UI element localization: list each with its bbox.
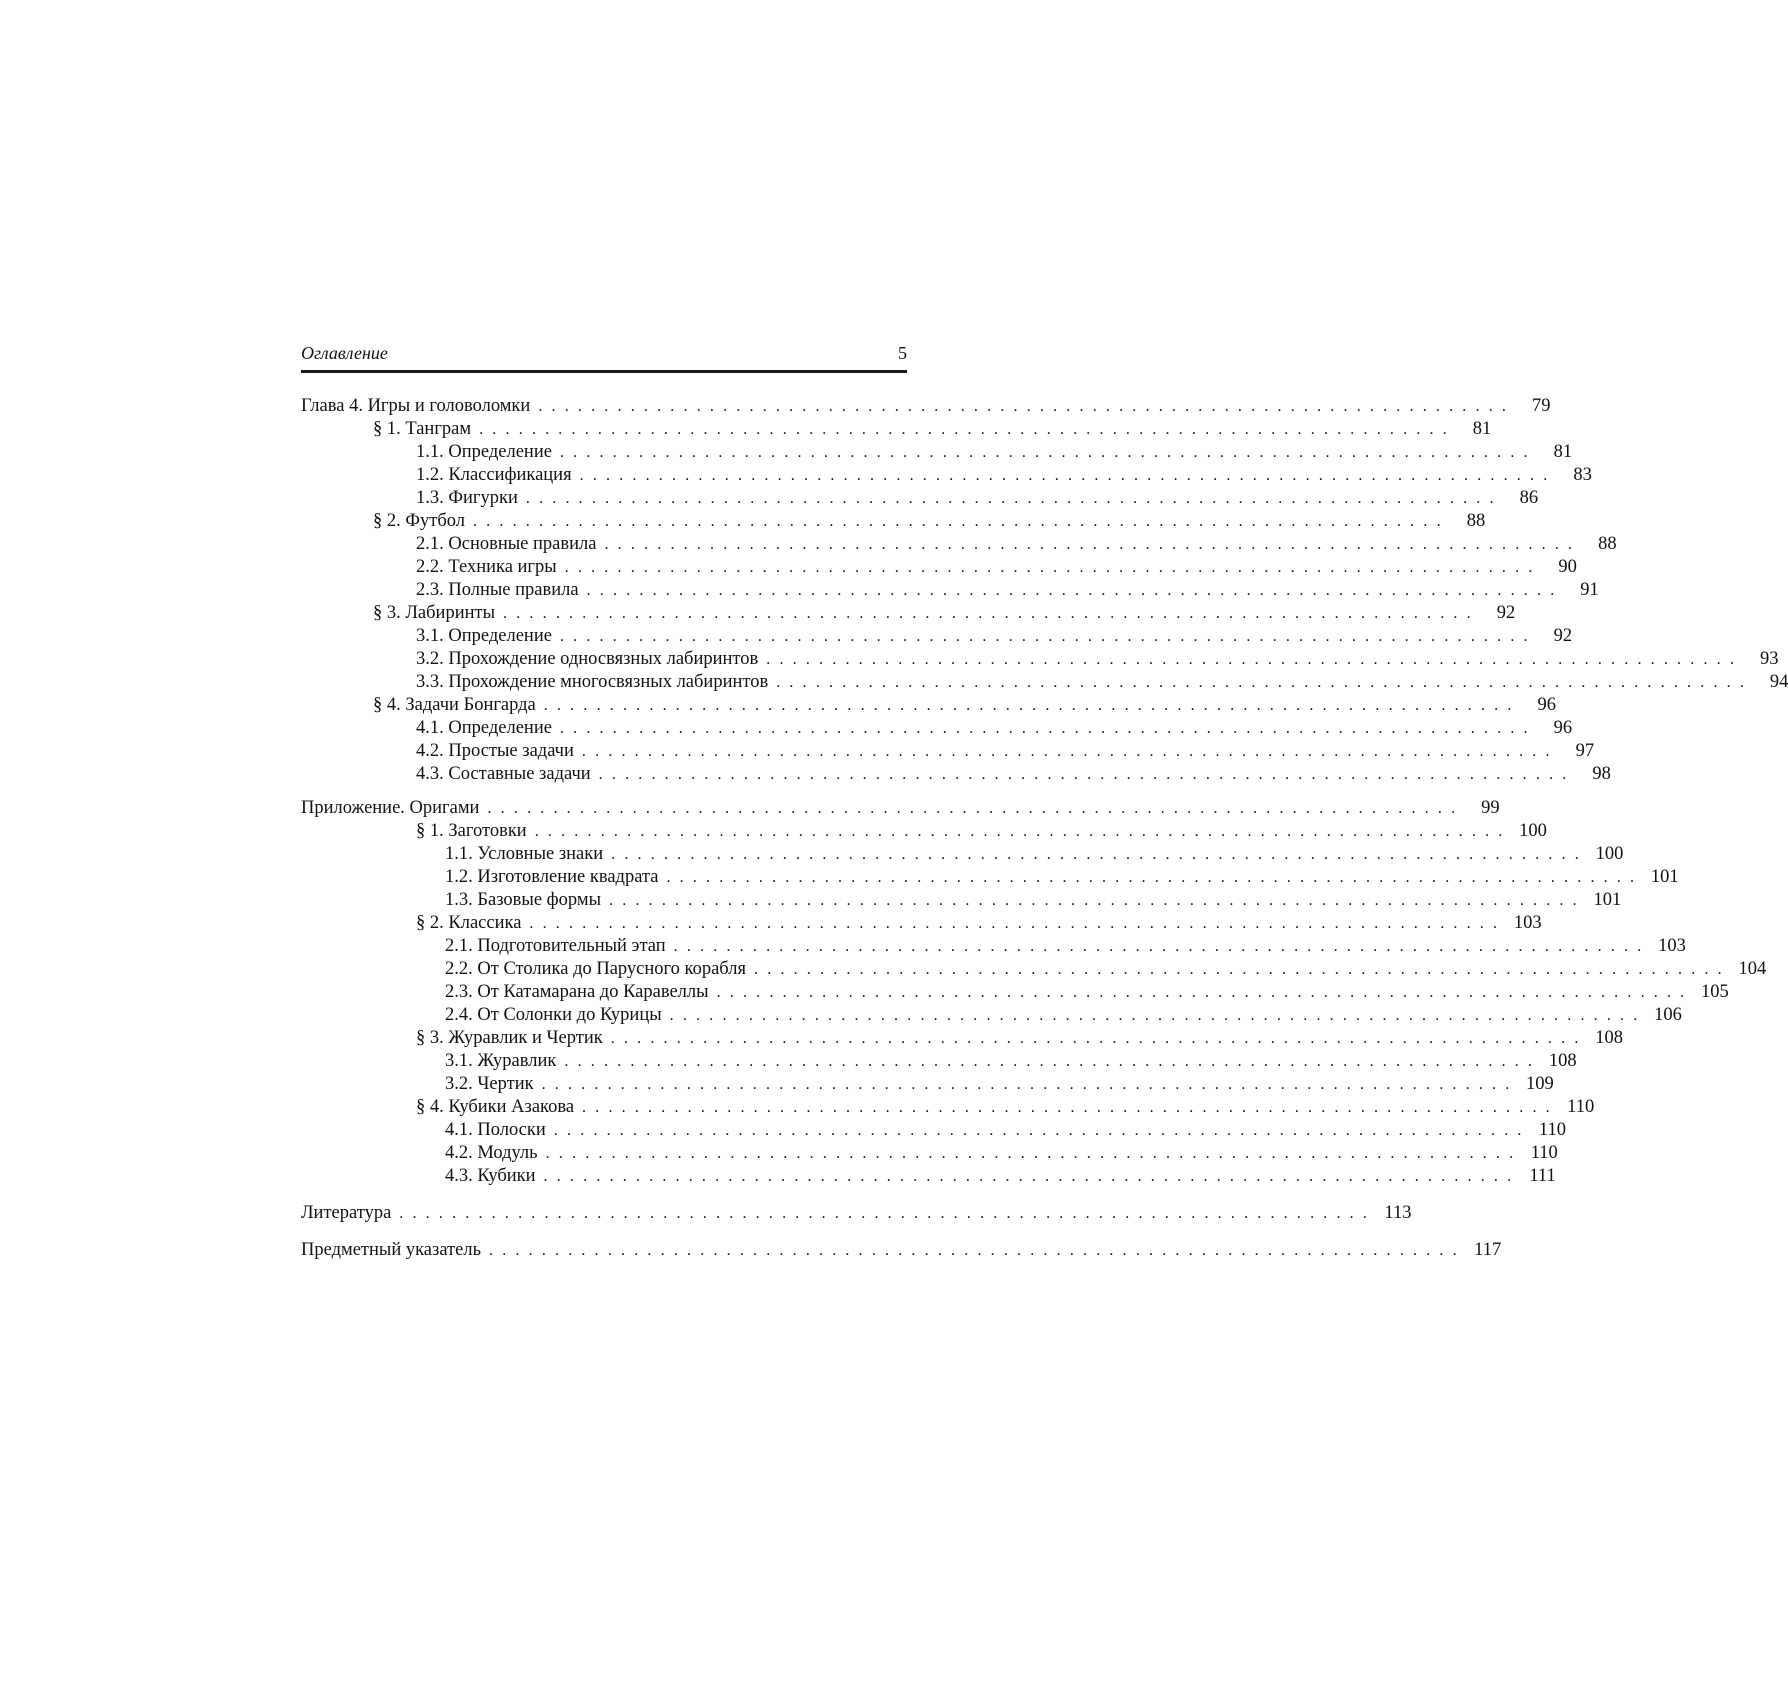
dot-leader: . . . . . . . . . . . . . . . . . . . . . . . . . . . . . . . . . . . . . . . . . . . . . . . . . . . . . . . . . . . . . . . . . . . . . . . . . . [535,820,1505,843]
toc-entry-label: 1.1. Условные знаки [445,843,611,866]
toc-section[interactable] [301,912,907,935]
table-of-contents [301,395,907,1262]
running-head-title: Оглавление [301,340,388,366]
toc-entry-label: 1.3. Фигурки [416,487,526,510]
toc-entry-page: 99 [1458,797,1500,820]
toc-subsection[interactable] [301,1073,907,1096]
toc-entry-label: 4.3. Составные задачи [416,763,599,786]
toc-entry-page: 96 [1530,717,1572,740]
toc-entry-label: 2.3. От Катамарана до Каравеллы [445,981,717,1004]
toc-entry-page: 101 [1637,866,1679,889]
toc-subsection[interactable] [301,958,907,981]
dot-leader: . . . . . . . . . . . . . . . . . . . . . . . . . . . . . . . . . . . . . . . . . . . . . . . . . . . . . . . . . . . . . . . . . . . . . . . . . . [565,556,1535,579]
dot-leader: . . . . . . . . . . . . . . . . . . . . . . . . . . . . . . . . . . . . . . . . . . . . . . . . . . . . . . . . . . . . . . . . . . . . . . . . . . [670,1004,1640,1027]
dot-leader: . . . . . . . . . . . . . . . . . . . . . . . . . . . . . . . . . . . . . . . . . . . . . . . . . . . . . . . . . . . . . . . . . . . . . . . . . . [582,1096,1552,1119]
toc-entry-label: § 1. Заготовки [416,820,535,843]
toc-literature[interactable] [301,1202,907,1225]
dot-leader: . . . . . . . . . . . . . . . . . . . . . . . . . . . . . . . . . . . . . . . . . . . . . . . . . . . . . . . . . . . . . . . . . . . . . . . . . . [544,1165,1514,1188]
toc-subsection[interactable] [301,1119,907,1142]
toc-entry-page: 103 [1500,912,1542,935]
dot-leader: . . . . . . . . . . . . . . . . . . . . . . . . . . . . . . . . . . . . . . . . . . . . . . . . . . . . . . . . . . . . . . . . . . . . . . . . . . [546,1142,1516,1165]
toc-entry-page: 110 [1516,1142,1558,1165]
dot-leader: . . . . . . . . . . . . . . . . . . . . . . . . . . . . . . . . . . . . . . . . . . . . . . . . . . . . . . . . . . . . . . . . . . . . . . . . . . [503,602,1473,625]
toc-entry-page: 109 [1512,1073,1554,1096]
toc-subsection[interactable] [301,625,907,648]
dot-leader: . . . . . . . . . . . . . . . . . . . . . . . . . . . . . . . . . . . . . . . . . . . . . . . . . . . . . . . . . . . . . . . . . . . . . . . . . . [754,958,1724,981]
toc-entry-page: 100 [1505,820,1547,843]
toc-entry-label: § 3. Журавлик и Чертик [416,1027,611,1050]
dot-leader: . . . . . . . . . . . . . . . . . . . . . . . . . . . . . . . . . . . . . . . . . . . . . . . . . . . . . . . . . . . . . . . . . . . . . . . . . . [611,843,1581,866]
toc-entry-page: 83 [1550,464,1592,487]
toc-subsection[interactable] [301,740,907,763]
dot-leader: . . . . . . . . . . . . . . . . . . . . . . . . . . . . . . . . . . . . . . . . . . . . . . . . . . . . . . . . . . . . . . . . . . . . . . . . . . [717,981,1687,1004]
toc-entry-page: 103 [1644,935,1686,958]
toc-section[interactable] [301,1027,907,1050]
toc-entry-label: § 2. Классика [416,912,529,935]
toc-entry-page: 81 [1449,418,1491,441]
toc-entry-label: 1.3. Базовые формы [445,889,609,912]
toc-entry-label: 3.1. Определение [416,625,560,648]
toc-entry-label: 4.1. Полоски [445,1119,554,1142]
toc-entry-label: Глава 4. Игры и головоломки [301,395,538,418]
toc-entry-label: 2.4. От Солонки до Курицы [445,1004,670,1027]
toc-subsection[interactable] [301,717,907,740]
toc-entry-page: 104 [1724,958,1766,981]
toc-subsection[interactable] [301,1004,907,1027]
dot-leader: . . . . . . . . . . . . . . . . . . . . . . . . . . . . . . . . . . . . . . . . . . . . . . . . . . . . . . . . . . . . . . . . . . . . . . . . . . [554,1119,1524,1142]
dot-leader: . . . . . . . . . . . . . . . . . . . . . . . . . . . . . . . . . . . . . . . . . . . . . . . . . . . . . . . . . . . . . . . . . . . . . . . . . . [776,671,1746,694]
toc-entry-page: 97 [1552,740,1594,763]
toc-entry-page: 86 [1496,487,1538,510]
toc-entry-page: 90 [1535,556,1577,579]
toc-section[interactable] [301,694,907,717]
toc-entry-label: 2.2. От Столика до Парусного корабля [445,958,754,981]
toc-entry-page: 113 [1369,1202,1411,1225]
dot-leader: . . . . . . . . . . . . . . . . . . . . . . . . . . . . . . . . . . . . . . . . . . . . . . . . . . . . . . . . . . . . . . . . . . . . . . . . . . [542,1073,1512,1096]
dot-leader: . . . . . . . . . . . . . . . . . . . . . . . . . . . . . . . . . . . . . . . . . . . . . . . . . . . . . . . . . . . . . . . . . . . . . . . . . . [587,579,1557,602]
dot-leader: . . . . . . . . . . . . . . . . . . . . . . . . . . . . . . . . . . . . . . . . . . . . . . . . . . . . . . . . . . . . . . . . . . . . . . . . . . [479,418,1449,441]
dot-leader: . . . . . . . . . . . . . . . . . . . . . . . . . . . . . . . . . . . . . . . . . . . . . . . . . . . . . . . . . . . . . . . . . . . . . . . . . . [489,1239,1459,1262]
toc-entry-page: 105 [1687,981,1729,1004]
toc-entry-label: § 2. Футбол [373,510,473,533]
toc-subsection[interactable] [301,556,907,579]
toc-entry-page: 100 [1581,843,1623,866]
dot-leader: . . . . . . . . . . . . . . . . . . . . . . . . . . . . . . . . . . . . . . . . . . . . . . . . . . . . . . . . . . . . . . . . . . . . . . . . . . [580,464,1550,487]
dot-leader: . . . . . . . . . . . . . . . . . . . . . . . . . . . . . . . . . . . . . . . . . . . . . . . . . . . . . . . . . . . . . . . . . . . . . . . . . . [766,648,1736,671]
toc-subsection[interactable] [301,464,907,487]
dot-leader: . . . . . . . . . . . . . . . . . . . . . . . . . . . . . . . . . . . . . . . . . . . . . . . . . . . . . . . . . . . . . . . . . . . . . . . . . . [609,889,1579,912]
toc-entry-page: 101 [1579,889,1621,912]
toc-entry-page: 94 [1746,671,1788,694]
toc-subsection[interactable] [301,981,907,1004]
dot-leader: . . . . . . . . . . . . . . . . . . . . . . . . . . . . . . . . . . . . . . . . . . . . . . . . . . . . . . . . . . . . . . . . . . . . . . . . . . [538,395,1508,418]
dot-leader: . . . . . . . . . . . . . . . . . . . . . . . . . . . . . . . . . . . . . . . . . . . . . . . . . . . . . . . . . . . . . . . . . . . . . . . . . . [666,866,1636,889]
dot-leader: . . . . . . . . . . . . . . . . . . . . . . . . . . . . . . . . . . . . . . . . . . . . . . . . . . . . . . . . . . . . . . . . . . . . . . . . . . [599,763,1569,786]
dot-leader: . . . . . . . . . . . . . . . . . . . . . . . . . . . . . . . . . . . . . . . . . . . . . . . . . . . . . . . . . . . . . . . . . . . . . . . . . . [560,625,1530,648]
toc-entry-label: § 4. Задачи Бонгарда [373,694,544,717]
dot-leader: . . . . . . . . . . . . . . . . . . . . . . . . . . . . . . . . . . . . . . . . . . . . . . . . . . . . . . . . . . . . . . . . . . . . . . . . . . [560,441,1530,464]
header-rule [301,370,907,373]
dot-leader: . . . . . . . . . . . . . . . . . . . . . . . . . . . . . . . . . . . . . . . . . . . . . . . . . . . . . . . . . . . . . . . . . . . . . . . . . . [674,935,1644,958]
toc-entry-page: 111 [1514,1165,1556,1188]
dot-leader: . . . . . . . . . . . . . . . . . . . . . . . . . . . . . . . . . . . . . . . . . . . . . . . . . . . . . . . . . . . . . . . . . . . . . . . . . . [611,1027,1581,1050]
toc-entry-label: 4.2. Модуль [445,1142,546,1165]
toc-subsection[interactable] [301,866,907,889]
toc-section[interactable] [301,418,907,441]
toc-section[interactable] [301,1096,907,1119]
toc-entry-label: § 3. Лабиринты [373,602,503,625]
toc-entry-page: 92 [1473,602,1515,625]
toc-appendix[interactable] [301,797,907,820]
dot-leader: . . . . . . . . . . . . . . . . . . . . . . . . . . . . . . . . . . . . . . . . . . . . . . . . . . . . . . . . . . . . . . . . . . . . . . . . . . [473,510,1443,533]
running-head [301,340,907,366]
toc-subsection[interactable] [301,533,907,556]
toc-entry-page: 91 [1557,579,1599,602]
toc-entry-page: 93 [1736,648,1778,671]
toc-entry-label: 3.3. Прохождение многосвязных лабиринтов [416,671,776,694]
toc-subsection[interactable] [301,1050,907,1073]
toc-subject-index[interactable] [301,1239,907,1262]
toc-entry-page: 88 [1575,533,1617,556]
toc-entry-page: 117 [1459,1239,1501,1262]
toc-entry-label: § 1. Танграм [373,418,479,441]
toc-entry-page: 81 [1530,441,1572,464]
page-number: 5 [898,340,907,366]
toc-entry-label: Предметный указатель [301,1239,489,1262]
toc-subsection[interactable] [301,648,907,671]
toc-entry-label: 3.2. Прохождение односвязных лабиринтов [416,648,766,671]
toc-subsection[interactable] [301,935,907,958]
toc-section[interactable] [301,820,907,843]
toc-subsection[interactable] [301,1142,907,1165]
toc-entry-page: 98 [1569,763,1611,786]
dot-leader: . . . . . . . . . . . . . . . . . . . . . . . . . . . . . . . . . . . . . . . . . . . . . . . . . . . . . . . . . . . . . . . . . . . . . . . . . . [544,694,1514,717]
toc-entry-label: § 4. Кубики Азакова [416,1096,582,1119]
toc-subsection[interactable] [301,1165,907,1188]
toc-entry-label: 4.1. Определение [416,717,560,740]
book-page [301,340,907,1262]
toc-entry-label: Приложение. Оригами [301,797,487,820]
toc-subsection[interactable] [301,843,907,866]
toc-entry-label: 3.2. Чертик [445,1073,542,1096]
toc-subsection[interactable] [301,487,907,510]
dot-leader: . . . . . . . . . . . . . . . . . . . . . . . . . . . . . . . . . . . . . . . . . . . . . . . . . . . . . . . . . . . . . . . . . . . . . . . . . . [564,1050,1534,1073]
toc-entry-label: 1.2. Классификация [416,464,580,487]
dot-leader: . . . . . . . . . . . . . . . . . . . . . . . . . . . . . . . . . . . . . . . . . . . . . . . . . . . . . . . . . . . . . . . . . . . . . . . . . . [560,717,1530,740]
toc-entry-label: 2.1. Основные правила [416,533,604,556]
toc-section[interactable] [301,510,907,533]
dot-leader: . . . . . . . . . . . . . . . . . . . . . . . . . . . . . . . . . . . . . . . . . . . . . . . . . . . . . . . . . . . . . . . . . . . . . . . . . . [526,487,1496,510]
toc-subsection[interactable] [301,441,907,464]
dot-leader: . . . . . . . . . . . . . . . . . . . . . . . . . . . . . . . . . . . . . . . . . . . . . . . . . . . . . . . . . . . . . . . . . . . . . . . . . . [604,533,1574,556]
toc-subsection[interactable] [301,579,907,602]
toc-entry-page: 92 [1530,625,1572,648]
toc-entry-page: 108 [1581,1027,1623,1050]
dot-leader: . . . . . . . . . . . . . . . . . . . . . . . . . . . . . . . . . . . . . . . . . . . . . . . . . . . . . . . . . . . . . . . . . . . . . . . . . . [487,797,1457,820]
toc-subsection[interactable] [301,763,907,786]
toc-entry-page: 110 [1524,1119,1566,1142]
toc-entry-label: 1.2. Изготовление квадрата [445,866,666,889]
toc-entry-label: Литература [301,1202,399,1225]
toc-entry-page: 110 [1552,1096,1594,1119]
toc-entry-page: 79 [1509,395,1551,418]
toc-entry-page: 108 [1535,1050,1577,1073]
toc-section[interactable] [301,602,907,625]
toc-entry-page: 88 [1443,510,1485,533]
dot-leader: . . . . . . . . . . . . . . . . . . . . . . . . . . . . . . . . . . . . . . . . . . . . . . . . . . . . . . . . . . . . . . . . . . . . . . . . . . [399,1202,1369,1225]
toc-entry-label: 1.1. Определение [416,441,560,464]
toc-entry-label: 2.1. Подготовительный этап [445,935,674,958]
toc-entry-label: 2.2. Техника игры [416,556,565,579]
toc-entry-label: 4.2. Простые задачи [416,740,582,763]
toc-entry-label: 4.3. Кубики [445,1165,544,1188]
dot-leader: . . . . . . . . . . . . . . . . . . . . . . . . . . . . . . . . . . . . . . . . . . . . . . . . . . . . . . . . . . . . . . . . . . . . . . . . . . [582,740,1552,763]
dot-leader: . . . . . . . . . . . . . . . . . . . . . . . . . . . . . . . . . . . . . . . . . . . . . . . . . . . . . . . . . . . . . . . . . . . . . . . . . . [529,912,1499,935]
toc-entry-page: 96 [1514,694,1556,717]
toc-chapter-4[interactable] [301,395,907,418]
toc-entry-page: 106 [1640,1004,1682,1027]
toc-entry-label: 3.1. Журавлик [445,1050,564,1073]
toc-subsection[interactable] [301,889,907,912]
toc-subsection[interactable] [301,671,907,694]
toc-entry-label: 2.3. Полные правила [416,579,587,602]
